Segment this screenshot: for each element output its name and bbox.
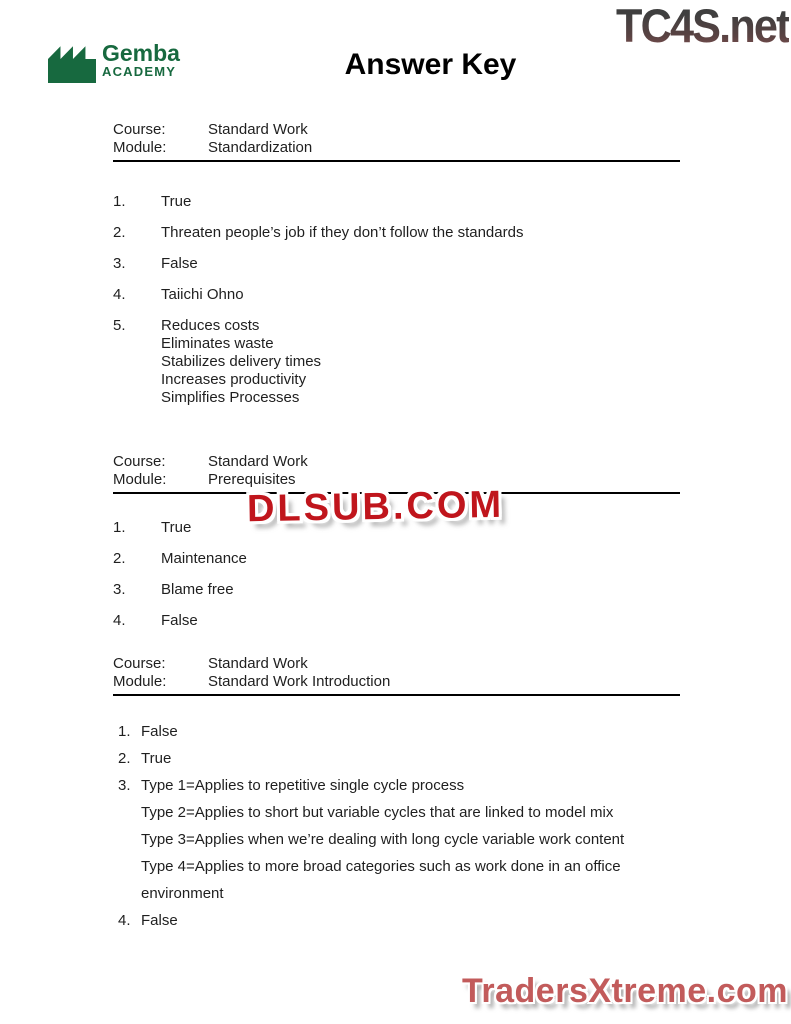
course-label: Course:: [113, 655, 166, 672]
item-number: 1.: [113, 193, 126, 210]
section-header-standardization: [113, 121, 680, 162]
answer-text: Maintenance: [161, 550, 247, 567]
list-item: [113, 581, 680, 599]
answer-text: environment: [141, 885, 224, 902]
answer-text: Eliminates waste: [161, 335, 274, 352]
logo-subname: ACADEMY: [102, 64, 177, 79]
course-label: Course:: [113, 453, 166, 470]
list-item: [118, 723, 698, 750]
answer-text: Type 2=Applies to short but variable cycles that are linked to model mix: [141, 804, 614, 821]
item-number: 2.: [118, 750, 131, 767]
answer-text: Taiichi Ohno: [161, 286, 244, 303]
item-number: 3.: [113, 255, 126, 272]
item-number: 4.: [113, 612, 126, 629]
course-row: [113, 121, 680, 139]
answer-text: False: [141, 912, 178, 929]
item-number: 2.: [113, 224, 126, 241]
watermark-tc4s: TC4S.net: [616, 0, 789, 52]
item-number: 3.: [118, 777, 131, 794]
item-number: 3.: [113, 581, 126, 598]
list-item: [113, 519, 680, 537]
answer-text: Reduces costs: [161, 317, 260, 334]
list-item: [118, 777, 698, 912]
answer-text: Increases productivity: [161, 371, 307, 388]
module-label: Module:: [113, 673, 167, 690]
course-value: Standard Work: [208, 655, 308, 672]
course-value: Standard Work: [208, 453, 308, 470]
list-item: [113, 317, 680, 407]
section-header-standard-work-introduction: [113, 655, 680, 696]
module-row: [113, 673, 680, 691]
list-item: [113, 224, 680, 242]
item-number: 5.: [113, 317, 126, 334]
watermark-tradersxtreme: TradersXtreme.com: [462, 972, 788, 1010]
answer-text: False: [141, 723, 178, 740]
item-number: 1.: [113, 519, 126, 536]
answer-list-prerequisites: [113, 519, 680, 643]
module-row: [113, 139, 680, 157]
module-value: Standardization: [208, 139, 313, 156]
module-label: Module:: [113, 471, 167, 488]
list-item: [118, 912, 698, 939]
answer-text: Simplifies Processes: [161, 389, 300, 406]
answer-text: Threaten people’s job if they don’t follow the standards: [161, 224, 524, 241]
answer-text: Blame free: [161, 581, 234, 598]
item-number: 4.: [113, 286, 126, 303]
answer-text: Type 1=Applies to repetitive single cycle process: [141, 777, 465, 794]
answer-text: False: [161, 612, 198, 629]
course-label: Course:: [113, 121, 166, 138]
answer-text: Stabilizes delivery times: [161, 353, 322, 370]
list-item: [113, 286, 680, 304]
course-row: [113, 453, 680, 471]
answer-text: Type 4=Applies to more broad categories such as work done in an office: [141, 858, 621, 875]
list-item: [113, 255, 680, 273]
item-number: 1.: [118, 723, 131, 740]
answer-list-standard-work-introduction: [118, 723, 698, 939]
logo-name: Gemba: [102, 40, 180, 66]
item-number: 2.: [113, 550, 126, 567]
watermark-dlsub: DLSUB.COM: [246, 483, 505, 531]
list-item: [113, 550, 680, 568]
module-label: Module:: [113, 139, 167, 156]
list-item: [118, 750, 698, 777]
answer-text: Type 3=Applies when we’re dealing with long cycle variable work content: [141, 831, 625, 848]
page-title: Answer Key: [344, 48, 517, 81]
list-item: [113, 612, 680, 630]
answer-text: True: [161, 519, 192, 536]
list-item: [113, 193, 680, 211]
module-value: Standard Work Introduction: [208, 673, 391, 690]
answer-text: True: [161, 193, 192, 210]
answer-text: False: [161, 255, 198, 272]
item-number: 4.: [118, 912, 131, 929]
answer-list-standardization: [113, 193, 680, 420]
module-value: Prerequisites: [208, 471, 296, 488]
answer-text: True: [141, 750, 172, 767]
course-row: [113, 655, 680, 673]
course-value: Standard Work: [208, 121, 308, 138]
